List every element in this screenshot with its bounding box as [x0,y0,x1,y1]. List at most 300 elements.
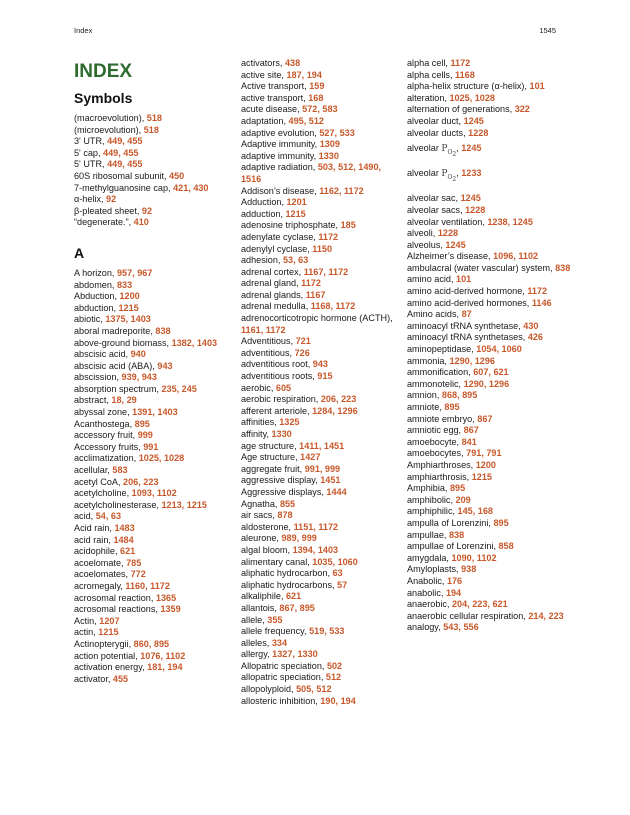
page-link[interactable]: 1207 [99,615,120,626]
index-entry [74,407,236,419]
page-link[interactable]: 455 [112,673,129,684]
page-link[interactable]: 1284, 1296 [312,405,358,416]
page-link[interactable]: 940 [130,349,146,360]
page-link[interactable]: 1090, 1102 [451,552,497,563]
page-link[interactable]: 915 [317,371,333,382]
page-link[interactable]: 185 [340,220,356,231]
page-link[interactable]: 607, 621 [473,367,509,378]
page-link[interactable]: 181, 194 [147,662,183,673]
index-term: active site, [241,69,287,80]
page-link[interactable]: 101 [456,274,472,285]
page-link[interactable]: 957, 967 [116,267,153,278]
running-header-left: Index [74,26,93,35]
page-link[interactable]: 1290, 1296 [463,378,510,389]
page-link[interactable]: 1167, 1172 [303,266,349,277]
page-link[interactable]: 895 [134,418,150,429]
page-link[interactable]: 726 [294,347,310,358]
page-link[interactable]: 991, 999 [304,463,341,474]
index-term: Adduction, [241,197,287,208]
page-link[interactable]: 1200 [119,291,140,302]
page-link[interactable]: 438 [284,58,301,68]
index-term: acellular, [74,465,113,476]
index-term: amygdala, [407,552,452,563]
page-link[interactable]: 204, 223, 621 [452,599,508,610]
page-link[interactable]: 1411, 1451 [299,440,345,451]
page-link[interactable]: 583 [112,465,128,476]
page-link[interactable]: 1245 [445,239,466,250]
index-term: alveolar ventilation, [407,216,488,227]
index-entry [407,425,572,437]
page-link[interactable]: 1228 [437,228,459,239]
index-entry [74,206,236,218]
index-term: analogy, [407,622,444,633]
index-entry [407,104,572,116]
index-entry [407,530,572,542]
page-link[interactable]: 87 [461,309,472,320]
page-link[interactable]: 430 [523,320,539,331]
index-entry [74,349,236,361]
index-term: aerobic respiration, [241,394,321,405]
index-entry [74,194,236,206]
page-link[interactable]: 322 [514,104,530,115]
page-link[interactable]: 605 [275,382,292,393]
page-link[interactable]: 791, 791 [466,448,502,459]
index-entry [74,558,236,570]
page-link[interactable]: 1382, 1403 [171,337,218,348]
a-entries-continued-2 [407,58,572,139]
index-entry [74,148,236,160]
index-entry [241,464,403,476]
index-entry [74,662,236,674]
index-entry [241,151,403,163]
index-term: aerobic, [241,382,276,393]
index-term: alleles, [241,637,272,648]
page-link[interactable]: 621 [286,591,302,602]
page-link[interactable]: 1391, 1403 [132,407,178,418]
page-link[interactable]: 895 [444,402,460,412]
index-term: Addison’s disease, [241,185,320,196]
page-link[interactable]: 855 [279,498,296,509]
page-link[interactable]: 1245 [460,193,481,204]
index-term: abscisic acid (ABA), [74,360,158,371]
index-entry [74,314,236,326]
page-link[interactable]: 878 [277,510,293,521]
page-link[interactable]: 1359 [160,604,181,615]
index-entry [407,70,572,82]
page-link[interactable]: 1330 [318,150,339,161]
index-entry [74,627,236,639]
index-entry [241,649,403,661]
index-term: alveolar duct, [407,115,464,126]
index-entry [74,361,236,373]
index-entry [407,390,572,402]
page-link[interactable]: 1162, 1172 [319,185,364,196]
index-term: abyssal zone, [74,407,133,418]
index-entry [74,511,236,523]
page-link[interactable]: 421, 430 [173,182,209,193]
index-entry [241,603,403,615]
page-link[interactable]: 867 [477,413,493,424]
index-entry [407,611,572,623]
index-term: Allopatric speciation, [241,660,327,671]
page-link[interactable]: 721 [295,336,311,347]
index-entry [74,593,236,605]
index-term: adaptive immunity, [241,150,319,161]
index-entry [407,460,572,472]
index-entry [241,220,403,232]
page-link[interactable]: 206, 223 [123,476,159,487]
index-term: ammonotelic, [407,378,464,389]
page-link[interactable]: 518 [146,113,162,123]
page-link[interactable]: 1427 [300,452,321,463]
page-link[interactable]: 1233 [461,167,482,178]
page-link[interactable]: 1160, 1172 [125,580,170,591]
index-entry [74,569,236,581]
index-entry [407,228,572,240]
page-link[interactable]: 355 [267,614,283,625]
page-link[interactable]: 1215 [471,471,492,482]
index-term: ampulla of Lorenzini, [407,517,494,528]
index-entry [241,557,403,569]
index-entry [241,684,403,696]
index-entry [407,286,572,298]
page-link[interactable]: 410 [133,217,149,228]
index-entry [241,394,403,406]
page-link[interactable]: 939, 943 [121,372,157,383]
index-entry [241,452,403,464]
page-link[interactable]: 1365 [155,592,177,603]
index-entry [74,171,236,183]
index-entry [241,93,403,105]
page-link[interactable]: 176 [446,575,463,586]
index-term: aliphatic hydrocarbons, [241,579,338,590]
page-link[interactable]: 1076, 1102 [140,650,186,661]
index-term: adaptation, [241,115,289,126]
page-link[interactable]: 426 [527,332,543,343]
index-entry [241,672,403,684]
index-entry [407,506,572,518]
index-term: activators, [241,58,285,68]
page-link[interactable]: 1161, 1172 [241,324,286,335]
page-link[interactable]: 1200 [475,459,496,470]
index-entry [407,402,572,414]
index-term: alveolar ducts, [407,127,469,138]
index-term: adenylyl cyclase, [241,243,313,254]
page-link[interactable]: 1172 [301,278,321,289]
index-term: 3' UTR, [74,136,108,147]
index-entry [407,205,572,217]
index-term: alimentary canal, [241,556,313,567]
index-term: alveolar sacs, [407,204,466,215]
page-link[interactable]: 1150 [312,243,333,254]
index-entry [407,588,572,600]
page-link[interactable]: 1245 [463,115,484,126]
page-link[interactable]: 1146 [531,297,552,308]
index-term: adrenal medulla, [241,301,311,312]
page-link[interactable]: 235, 245 [161,383,197,394]
index-entry [407,367,572,379]
page-link[interactable]: 621 [120,546,136,557]
index-term: β-pleated sheet, [74,205,142,216]
page-link[interactable]: 1228 [465,204,486,215]
index-entry [74,488,236,500]
index-entry [407,58,572,70]
index-entry [241,255,403,267]
index-term: adventitious root, [241,359,313,370]
index-entry [241,626,403,638]
page-link[interactable]: 101 [529,81,545,92]
page-link[interactable]: 860, 895 [133,638,170,649]
page-link[interactable]: 1172 [527,286,548,297]
index-entry [241,533,403,545]
page-link[interactable]: 1201 [286,197,307,208]
page-link[interactable]: 1168 [455,69,475,80]
index-entry [407,472,572,484]
index-entry [241,580,403,592]
page-link[interactable]: 1213, 1215 [161,499,207,510]
index-term: action potential, [74,650,141,661]
page-link[interactable]: 1167 [305,289,326,300]
index-term: aleurone, [241,533,282,544]
page-link[interactable]: 838 [155,325,171,336]
index-entry [241,116,403,128]
index-entry [407,240,572,252]
index-entry [407,116,572,128]
page-link[interactable]: 518 [143,124,159,135]
index-entry [241,209,403,221]
index-term: ammonia, [407,355,450,366]
index-term: abstract, [74,395,112,406]
page-link[interactable]: 895 [493,517,509,528]
page-link[interactable]: 512 [325,672,342,683]
index-entry [74,651,236,663]
index-entry [74,477,236,489]
index-entry [241,139,403,151]
page-link[interactable]: 168 [308,92,324,103]
page-link[interactable]: 943 [157,360,173,371]
index-entry [407,274,572,286]
index-entry [74,523,236,535]
page-link[interactable]: 868, 895 [441,390,478,401]
page-link[interactable]: 1025, 1028 [138,453,185,464]
page-link[interactable]: 1215 [98,627,119,638]
page-link[interactable]: 991 [143,441,159,452]
page-link[interactable]: 449, 455 [103,147,139,158]
index-entry [241,290,403,302]
index-entry [407,448,572,460]
index-entry [74,395,236,407]
index-entry [74,125,236,137]
index-entry [74,535,236,547]
index-entry [74,280,236,292]
index-term: Amphiarthroses, [407,459,476,470]
page-link[interactable]: 1394, 1403 [292,544,339,555]
page-link[interactable]: 1451 [320,475,341,486]
page-link[interactable]: 502 [326,660,343,671]
index-entry [241,487,403,499]
page-link[interactable]: 449, 455 [107,136,143,147]
index-entry [74,136,236,148]
index-term: α-helix, [74,194,107,205]
page-link[interactable]: 1330 [271,429,292,439]
index-entry [74,183,236,195]
index-entry [241,162,403,185]
a-entries-continued-3 [407,193,572,634]
index-term: alkaliphile, [241,591,286,602]
page-link[interactable]: 1228 [468,127,489,138]
page-link[interactable]: 209 [455,494,471,505]
page-link[interactable]: 1484 [113,534,134,545]
index-term: Adaptive immunity, [241,139,320,150]
page-link[interactable]: 1483 [114,523,135,533]
index-entry [241,301,403,313]
page-link[interactable]: 450 [169,170,185,181]
page-link[interactable]: 867 [463,425,479,436]
page-link[interactable]: 838 [448,529,465,540]
index-term: aliphatic hydrocarbon, [241,568,333,579]
index-entry [407,599,572,611]
index-term: adventitious, [241,347,295,358]
page-title: INDEX [74,61,133,82]
page-link[interactable]: 1245 [461,143,482,154]
index-term: allopatric speciation, [241,672,326,683]
index-term: acrosomal reactions, [74,604,161,615]
index-term: anaerobic cellular respiration, [407,610,529,621]
page-link[interactable]: 1327, 1330 [272,649,318,660]
index-term: amniote embryo, [407,413,478,424]
page-link[interactable]: 772 [130,569,146,580]
page-link[interactable]: 159 [309,81,325,92]
index-term: aminoacyl tRNA synthetases, [407,332,528,343]
page-link[interactable]: 1096, 1102 [493,251,539,262]
page-link[interactable]: 1168, 1172 [310,301,356,312]
index-term: alpha cell, [407,58,451,68]
page-link[interactable]: 190, 194 [320,695,356,706]
page-link[interactable]: 1035, 1060 [312,556,358,567]
index-term: Actinopterygii, [74,638,134,649]
index-term: accessory fruit, [74,430,138,441]
page-link[interactable]: 1054, 1060 [476,344,522,355]
index-term: Age structure, [241,452,301,463]
index-term: absorption spectrum, [74,383,162,394]
page-link[interactable]: 92 [106,194,117,205]
index-term: alpha-helix structure (α-helix), [407,81,530,92]
page-link[interactable]: 187, 194 [286,69,322,80]
page-link[interactable]: 1172 [450,58,471,68]
page-link[interactable]: 53, 63 [282,255,309,266]
index-entry [241,244,403,256]
page-link[interactable]: 572, 583 [302,104,338,115]
partial-pressure-symbol: $P_{O_2}$ [441,168,457,183]
index-entry [74,159,236,171]
page-link[interactable]: 206, 223 [320,394,357,405]
index-term: allele frequency, [241,626,310,637]
index-term: adenylate cyclase, [241,231,319,242]
page-link[interactable]: 1215 [285,208,306,219]
page-link[interactable]: 214, 223 [528,610,564,621]
page-link[interactable]: 1151, 1172 [293,521,339,532]
index-term: aboral madreporite, [74,325,156,336]
page-link[interactable]: 1309 [319,139,340,150]
page-link[interactable]: 1172 [318,231,339,242]
page-link[interactable]: 943 [312,359,328,370]
index-term: ambulacral (water vascular) system, [407,262,556,273]
page-link[interactable]: 1238, 1245 [487,216,533,227]
index-term: acid, [74,511,96,522]
page-link[interactable]: 1093, 1102 [131,488,177,499]
page-link[interactable]: 505, 512 [296,684,332,695]
page-link[interactable]: 841 [461,436,477,447]
index-term: active transport, [241,92,309,103]
index-entry [74,581,236,593]
page-link[interactable]: 1375, 1403 [105,314,151,325]
page-link[interactable]: 867, 895 [279,602,315,613]
page-link[interactable]: 449, 455 [107,159,143,170]
page-link[interactable]: 1325 [279,417,300,428]
index-entry [74,384,236,396]
page-link[interactable]: 495, 512 [288,115,324,126]
page-link[interactable]: 18, 29 [111,395,137,406]
page-link[interactable]: 1025, 1028 [449,92,495,103]
page-link[interactable]: 92 [141,205,153,216]
index-entry [407,298,572,310]
a-entries [74,268,236,685]
page-link[interactable]: 838 [555,262,571,273]
page-link[interactable]: 145, 168 [457,506,493,517]
index-term: amnion, [407,390,442,401]
page-link[interactable]: 63 [332,568,343,579]
page-link[interactable]: 785 [126,557,142,568]
index-entry [241,232,403,244]
index-term: (microevolution), [74,124,144,135]
page-link[interactable]: 57 [337,579,348,590]
page-link[interactable]: 519, 533 [309,626,345,637]
page-link[interactable]: 503, 512, 1490, 1516 [241,162,382,184]
index-entry [74,465,236,477]
page-link[interactable]: 858 [498,541,514,552]
index-entry [407,379,572,391]
page-link[interactable]: 334 [271,637,288,648]
index-entry [241,197,403,209]
page-link[interactable]: 833 [116,279,133,290]
index-entry [241,499,403,511]
index-term: aldosterone, [241,521,294,532]
index-term: Amyloplasts, [407,564,462,575]
index-term: amphiphilic, [407,506,458,517]
index-entry [407,576,572,588]
index-term: algal bloom, [241,544,293,555]
page-link[interactable]: 1444 [326,486,347,497]
index-term: alpha cells, [407,69,456,80]
page-link[interactable]: 194 [445,587,462,598]
index-entry [241,417,403,429]
page-link[interactable]: 938 [461,564,477,575]
page-link[interactable]: 989, 999 [281,533,317,544]
index-entry [407,193,572,205]
page-link[interactable]: 895 [449,483,466,494]
index-term: above-ground biomass, [74,337,172,348]
page-link[interactable]: 1215 [118,302,139,313]
index-term: allopolyploid, [241,684,297,695]
page-link[interactable]: 999 [137,430,153,441]
page-link[interactable]: 1290, 1296 [449,355,495,366]
page-link[interactable]: 543, 556 [443,622,479,633]
page-link[interactable]: 527, 533 [319,127,355,138]
index-entry [74,291,236,303]
index-term: (macroevolution), [74,113,147,123]
index-term: A horizon, [74,267,117,278]
page-link[interactable]: 54, 63 [95,511,122,522]
